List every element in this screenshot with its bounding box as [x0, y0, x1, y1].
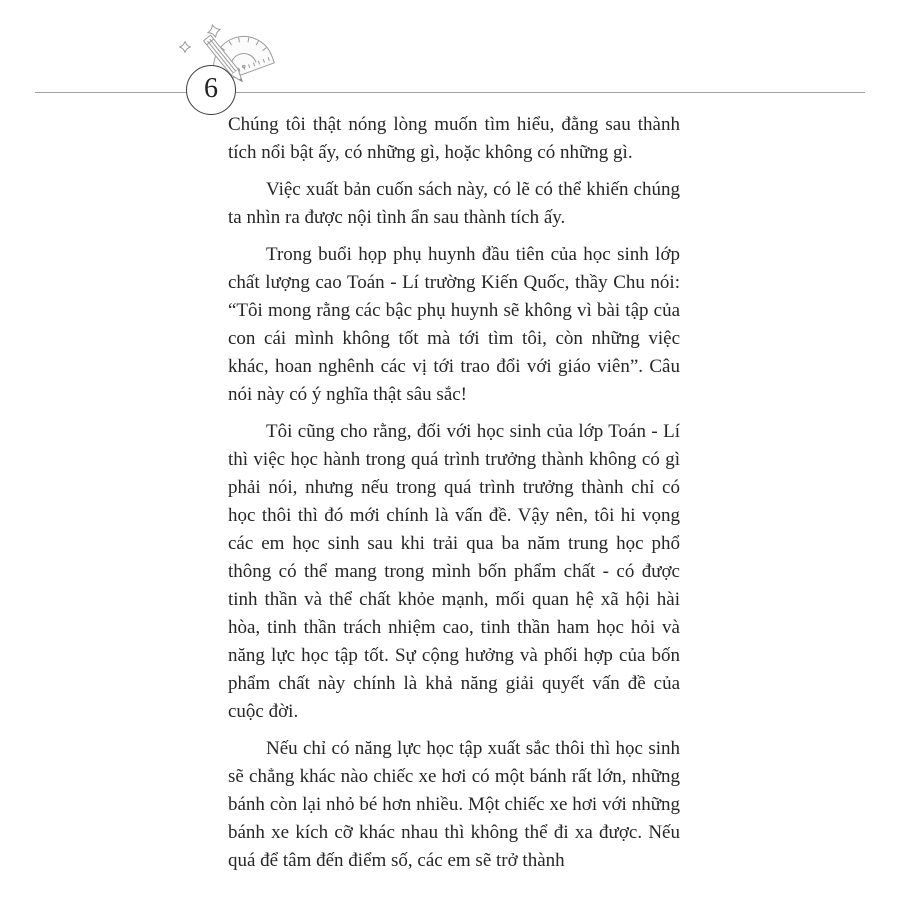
paragraph: Nếu chỉ có năng lực học tập xuất sắc thôi thì học sinh sẽ chẳng khác nào chiếc xe hơi có một bánh rất lớn, những bánh còn lại nhỏ bé hơn nhiều. Một chiếc xe hơi với những bánh xe kích cỡ khác nhau thì không thể đi xa được. Nếu quá để tâm đến điểm số, các em sẽ trở thành	[228, 738, 680, 871]
page-number: 6	[204, 73, 218, 104]
paragraph: Tôi cũng cho rằng, đối với học sinh của lớp Toán - Lí thì việc học hành trong quá trình trưởng thành không có gì phải nói, nhưng nếu trong quá trình trưởng thành chỉ có học thôi thì đó mới chính là vấn đề. Vậy nên, tôi hi vọng các em học sinh sau khi trải qua ba năm trung học phổ thông có thể mang trong mình bốn phẩm chất - có được tinh thần và thể chất khỏe mạnh, mối quan hệ xã hội hài hòa, tinh thần trách nhiệm cao, tinh thần ham học hỏi và năng lực học tập tốt. Sự cộng hưởng và phối hợp của bốn phẩm chất này chính là khả năng giải quyết vấn đề của cuộc đời.	[228, 421, 680, 722]
sparkle-icon	[180, 42, 191, 53]
body-text	[228, 111, 680, 884]
header-divider	[35, 92, 865, 93]
paragraph: Trong buổi họp phụ huynh đầu tiên của học sinh lớp chất lượng cao Toán - Lí trường Kiến Quốc, thầy Chu nói: “Tôi mong rằng các bậc phụ huynh sẽ không vì bài tập của con cái mình không tốt mà tới tìm tôi, còn những việc khác, hoan nghênh các vị tới trao đổi với giáo viên”. Câu nói này có ý nghĩa thật sâu sắc!	[228, 244, 680, 405]
paragraph: Việc xuất bản cuốn sách này, có lẽ có thể khiến chúng ta nhìn ra được nội tình ẩn sau thành tích ấy.	[228, 179, 680, 228]
page-number-badge	[186, 65, 236, 115]
paragraph: Chúng tôi thật nóng lòng muốn tìm hiểu, đằng sau thành tích nổi bật ấy, có những gì, hoặc không có những gì.	[228, 114, 680, 163]
